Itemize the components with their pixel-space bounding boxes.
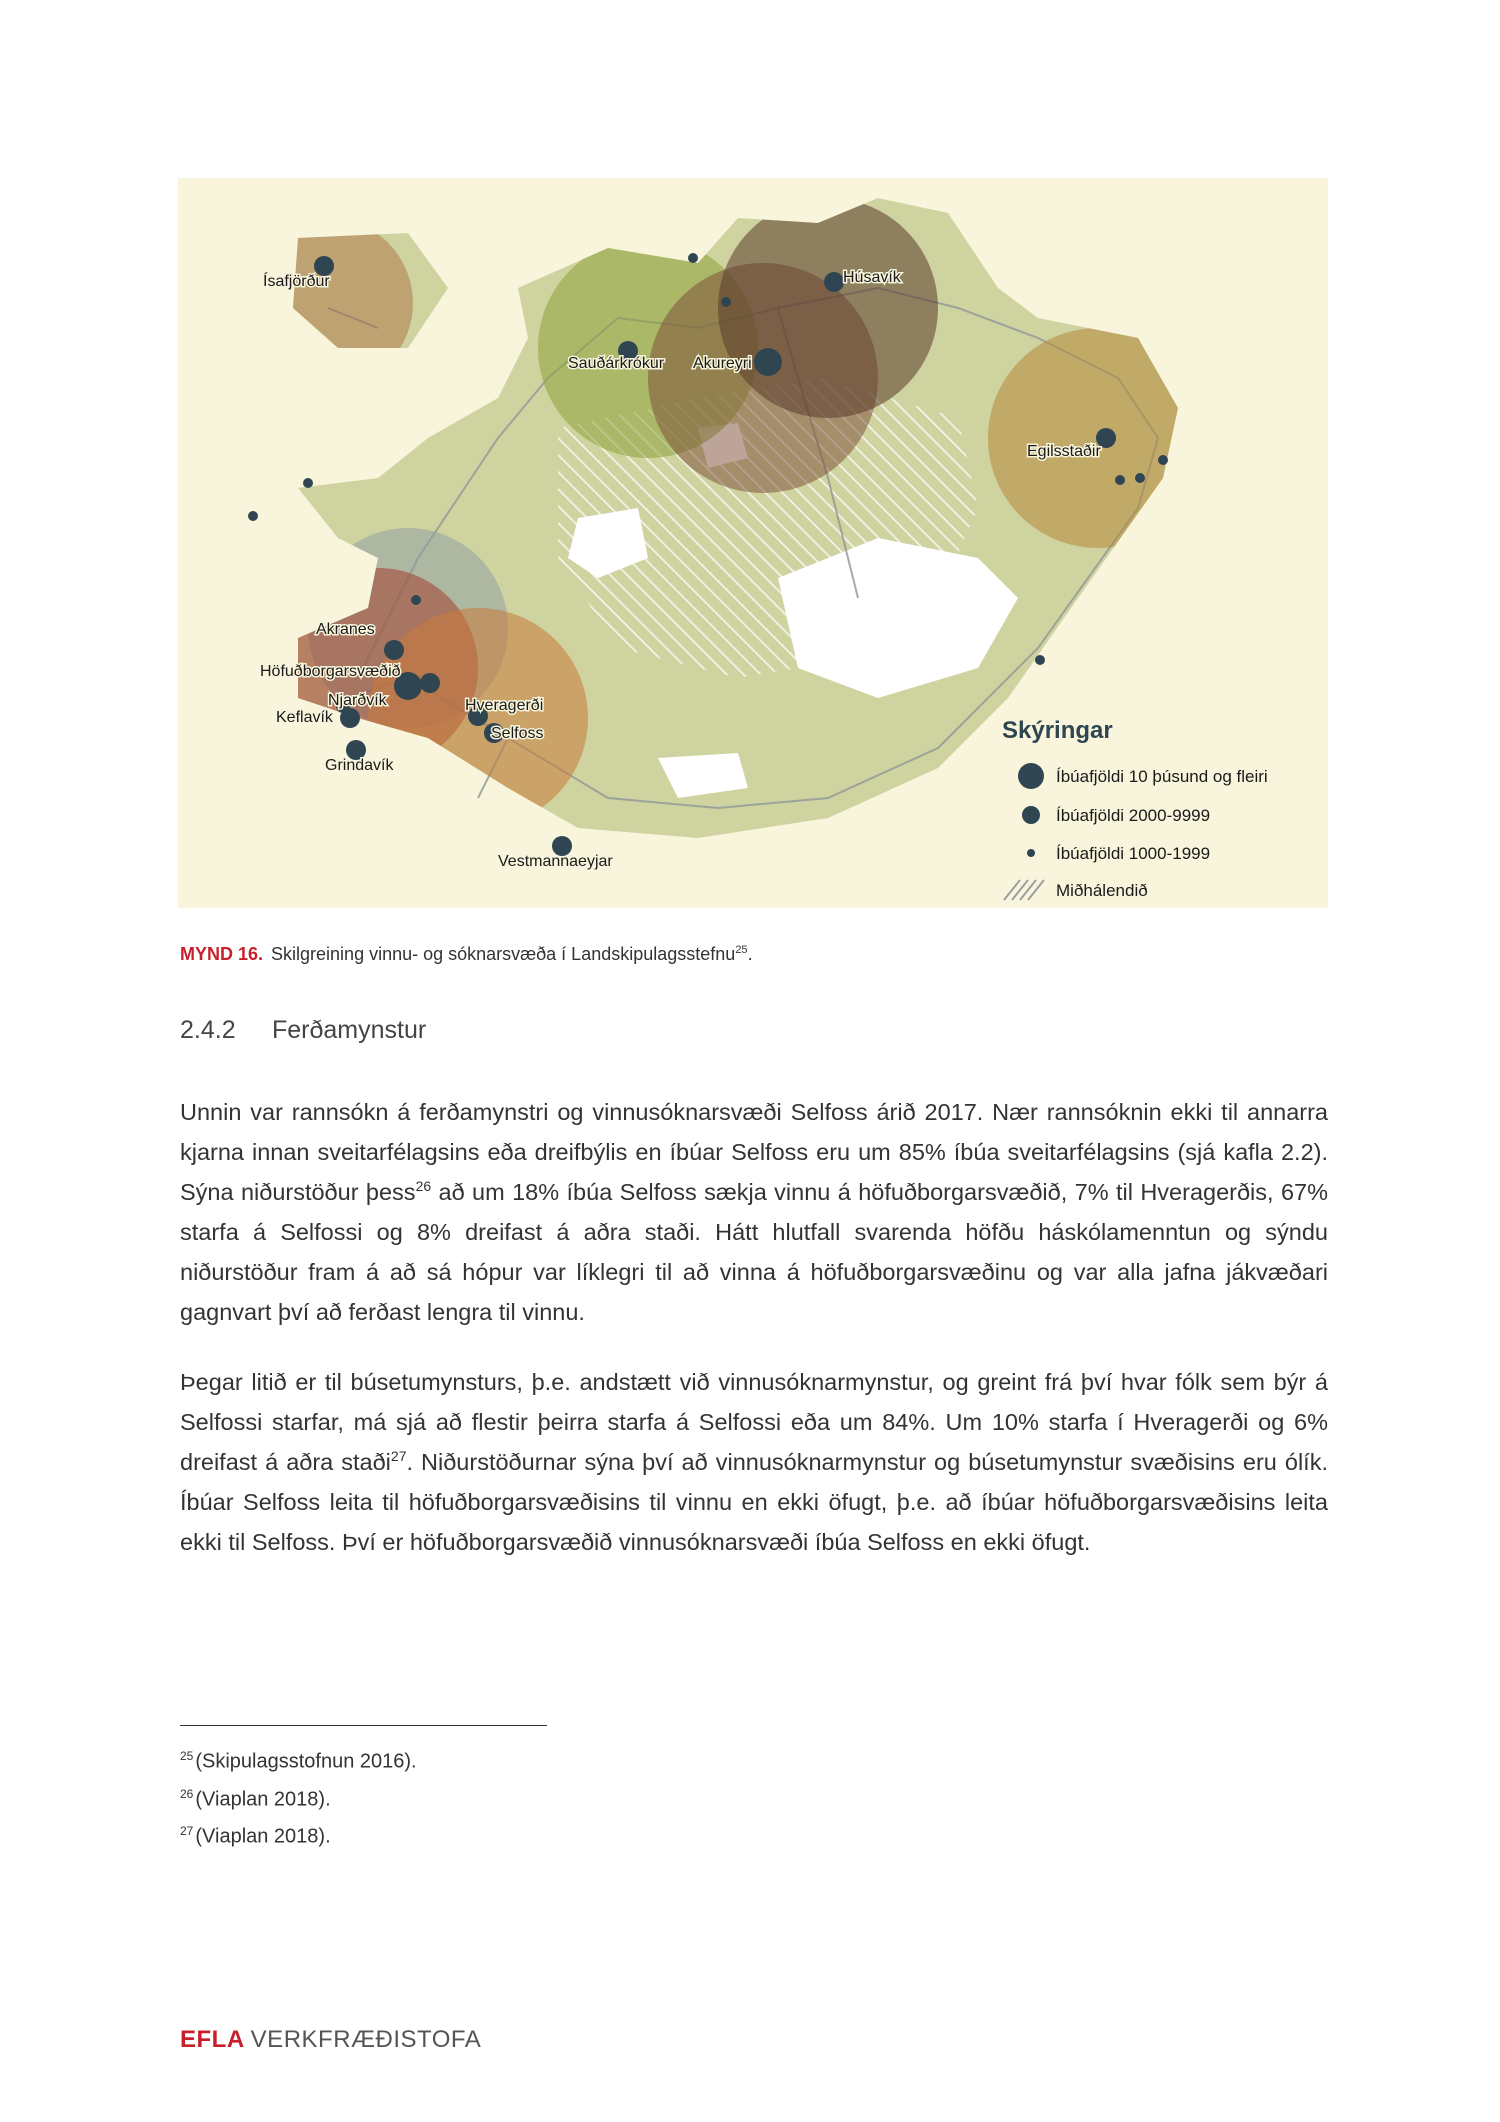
dot-akureyri	[754, 348, 782, 376]
dot-keflavik	[340, 708, 360, 728]
figure-label: MYND 16.	[180, 944, 264, 964]
dot-husavik	[824, 272, 844, 292]
legend-title: Skýringar	[1002, 717, 1113, 744]
label-akranes: Akranes	[316, 621, 375, 638]
legend-dot-medium	[1022, 806, 1040, 824]
label-husavik: Húsavík	[843, 269, 901, 286]
footnote-26: $^{26}$ (Viaplan 2018).	[180, 1786, 331, 1811]
caption-footnote-ref: 25	[735, 944, 748, 956]
footnote-ref-27: 27	[390, 1448, 407, 1465]
paragraph-2: Þegar litið er til búsetumynsturs, þ.e. andstætt við vinnusóknarmynstur, og greint frá því hvar fólk sem býr á Selfossi starfar, má sjá að flestir þeirra starfa á Selfossi eða um 84%. Um 10% starfa í Hveragerði og 6% dreifast á aðra staði$^{27}$. Niðurstöðurnar sýna því að vinnusóknarmynstur og búsetumynstur svæðisins eru ólík. Íbúar Selfoss leita til höfuðborgarsvæðisins til vinnu en ekki öfugt, þ.e. að íbúar höfuðborgarsvæðisins leita ekki til Selfoss. Því er höfuðborgarsvæðið vinnusóknarsvæði íbúa Selfoss en ekki öfugt.	[180, 1369, 1328, 1555]
label-saudarkrokur: Sauðárkrókur	[568, 355, 665, 372]
dot-capital-2	[420, 673, 440, 693]
section-heading	[180, 1016, 426, 1045]
label-keflavik: Keflavík	[276, 709, 333, 726]
area-husavik	[718, 198, 938, 418]
footnote-divider	[180, 1725, 547, 1726]
legend-item-highlands: Miðhálendið	[1056, 881, 1148, 900]
dot-akranes	[384, 640, 404, 660]
footnotes	[180, 1740, 417, 1853]
footer-subtitle: VERKFRÆÐISTOFA	[250, 2026, 482, 2053]
legend-item-large: Íbúafjöldi 10 þúsund og fleiri	[1056, 767, 1268, 786]
map-figure	[178, 178, 1328, 908]
label-vestmannaeyjar: Vestmannaeyjar	[498, 853, 613, 870]
label-selfoss: Selfoss	[491, 725, 544, 742]
label-akureyri: Akureyri	[693, 355, 752, 372]
paragraph-1: Unnin var rannsókn á ferðamynstri og vinnusóknarsvæði Selfoss árið 2017. Nær rannsóknin ekki til annarra kjarna innan sveitarfélagsins eða dreifbýlis en íbúar Selfoss eru um 85% íbúa sveitarfélagsins (sjá kafla 2.2). Sýna niðurstöður þess$^{26}$ að um 18% íbúa Selfoss sækja vinnu á höfuðborgarsvæðið, 7% til Hveragerðis, 67% starfa á Selfossi og 8% dreifast á aðra staði. Hátt hlutfall svarenda höfðu háskólamenntun og sýndu niðurstöður fram á að sá hópur var líklegri til að vinna á höfuðborgarsvæðinu og var alla jafna jákvæðari gagnvart því að ferðast lengra til vinnu.	[180, 1099, 1328, 1325]
label-grindavik: Grindavík	[325, 757, 394, 774]
footnote-ref-26: 26	[415, 1178, 432, 1195]
label-isafjordur: Ísafjörður	[263, 273, 330, 290]
footer-brand-logo: EFLA	[180, 2026, 245, 2053]
footnote-25: $^{25}$ (Skipulagsstofnun 2016).	[180, 1749, 417, 1773]
caption-text: Skilgreining vinnu- og sóknarsvæða í Landskipulagsstefnu	[271, 944, 736, 964]
page-footer	[180, 2026, 481, 2054]
iceland-map	[178, 178, 1328, 908]
label-njardvik: Njarðvík	[328, 692, 387, 709]
legend-dot-large	[1018, 763, 1044, 789]
legend-dot-small	[1027, 849, 1035, 857]
legend-item-small: Íbúafjöldi 1000-1999	[1056, 844, 1211, 863]
label-hofudborgarsvaedid: Höfuðborgarsvæðið	[260, 663, 401, 680]
footnote-27: $^{27}$ (Viaplan 2018).	[180, 1824, 331, 1848]
legend-item-medium: Íbúafjöldi 2000-9999	[1056, 806, 1211, 825]
figure-caption: MYND 16. Skilgreining vinnu- og sóknarsvæða í Landskipulagsstefnu$^{25}$.	[180, 944, 753, 964]
label-egilsstadir: Egilsstaðir	[1027, 443, 1101, 460]
label-hveragerdi: Hveragerði	[465, 697, 544, 714]
section-title: Ferðamynstur	[272, 1016, 427, 1044]
section-number: 2.4.2	[180, 1016, 236, 1044]
